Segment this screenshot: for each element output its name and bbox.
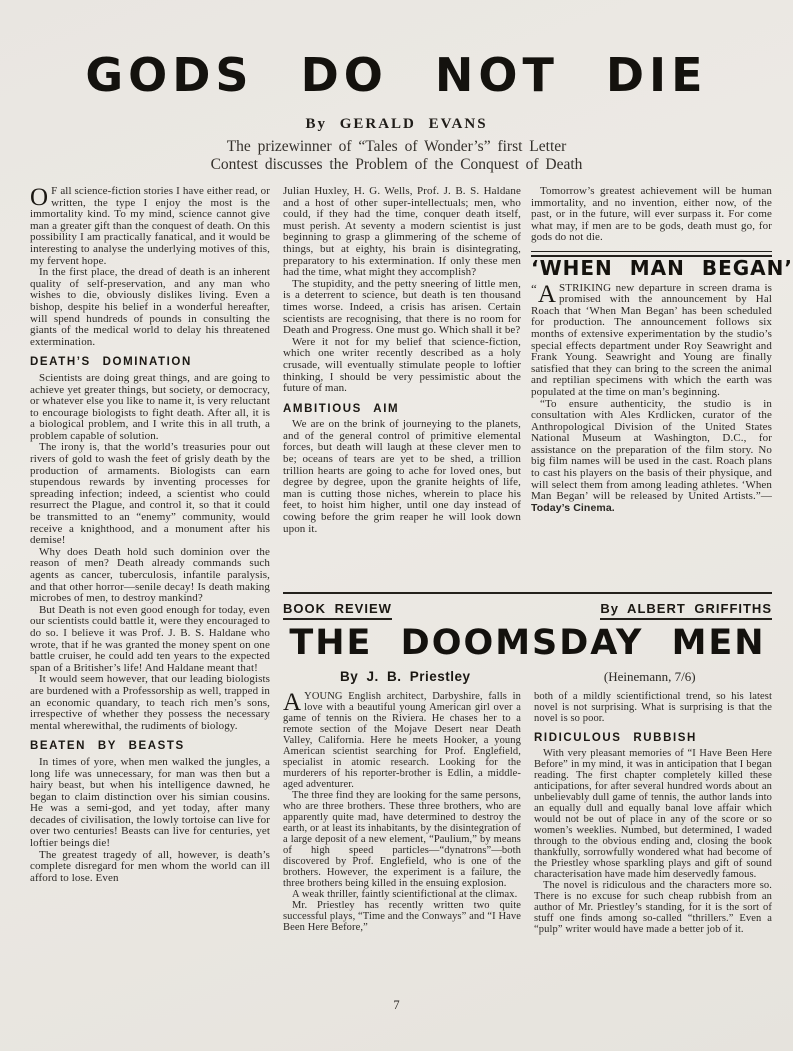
paragraph: Tomorrow’s greatest achievement will be human immortality, and no invention, either now, of the past, or in the future, will ever surpass it. For come what may, if men are to be gods, death must go, for gods do not die. <box>531 185 772 244</box>
paragraph: But Death is not even good enough for today, even our scientists could battle it, were they encouraged to do so. I believe it was Prof. J. B. S. Haldane who wrote, that if he was granted the money spent on one battle cruiser, he could add ten years to the expected span of a Britisher’s life! And Haldane meant that! <box>30 603 270 674</box>
dropcap: A <box>283 689 302 716</box>
page-number: 7 <box>393 998 400 1012</box>
masthead <box>0 50 793 174</box>
article-column-2 <box>283 186 521 535</box>
reviewer-byline: By ALBERT GRIFFITHS <box>600 601 772 620</box>
section-heading-beaten-by-beasts: BEATEN BY BEASTS <box>30 740 185 753</box>
paragraph: We are on the brink of journeying to the planets, and of the general control of primitive elemental forces, but death will laugh at these clever men to be; oceans of tears are yet to be shed, a trillion trillion hearts are going to ache for loved ones, but degree by degree, upon the granite heights of life, man is cutting those niches, wherein to place his feet, to hoist him higher, until one day instead of cowing before the grim reaper he will look down upon it. <box>283 418 521 535</box>
section-divider-rule <box>283 592 772 594</box>
paragraph: AYOUNG English architect, Darbyshire, falls in love with a beautiful young American girl over a game of tennis on the Riviera. He chases her to a remote section of the Mojave Desert near Death Valley, California. Here he meets Hooker, a young American scientist searching for Prof. Englefield, specialist in atomic research. Looking for the murderers of his reporter-brother is Edlin, a middle-aged adventurer. <box>283 689 521 790</box>
paragraph: A weak thriller, faintly scientifictional at the climax. <box>292 889 518 900</box>
article-byline: By GERALD EVANS <box>305 116 488 132</box>
review-column-1 <box>283 691 521 935</box>
book-review-body <box>283 691 772 935</box>
book-review-title: THE DOOMSDAY MEN <box>289 623 766 663</box>
paragraph: O F all science-fiction stories I have either read, or written, the type I enjoy the most is the immortality kind. To my mind, science cannot give man a greater gift than the conquest of death. On this possibility I am practically fanatical, and it would be interesting to analyse the underlying motives of this, my fervent hope. <box>30 184 270 267</box>
article-column-1 <box>30 186 270 884</box>
book-publisher: (Heinemann, 7/6) <box>603 669 696 684</box>
book-review-bylines <box>283 669 772 685</box>
paragraph: Mr. Priestley has recently written two quite successful plays, “Time and the Conways” and “I Have Been Here Before,” <box>283 900 521 933</box>
section-heading-ambitious-aim: AMBITIOUS AIM <box>283 402 400 415</box>
lead-quote: “ <box>531 280 537 296</box>
dropcap: A <box>537 280 557 308</box>
paragraph: It would seem however, that our leading biologists are burdened with a Professorship as well, trapped in an economic quandary, to teach rich men’s sons, irrespective of whether they possess the necessary mental wherewithal, the rudiments of biology. <box>30 673 270 732</box>
section-heading-deaths-domination: DEATH’S DOMINATION <box>30 356 192 369</box>
when-man-began-headline: ‘WHEN MAN BEGAN’ <box>531 255 793 280</box>
review-column-2 <box>534 691 772 935</box>
book-review-header <box>283 601 772 620</box>
source-citation: Today’s Cinema. <box>531 501 615 514</box>
paragraph: Julian Huxley, H. G. Wells, Prof. J. B. S. Haldane and a host of other super-intellectuals; men, who could, if they had the time, conquer death itself, must perish. At seventy a modern scientist is just beginning to grasp a glimmering of the scheme of things, but at eighty, his brain is disintegrating, preparatory to his extermination. If only these men had the time, what might they accomplish? <box>283 185 521 279</box>
paragraph: The greatest tragedy of all, however, is death’s complete disregard for men whom the world can ill afford to lose. Even <box>30 848 270 884</box>
paragraph: The stupidity, and the petty sneering of little men, is a deterrent to science, but death is ten thousand times worse. Indeed, a crisis has arisen. Certain scientists are recognising, that there is no room for Death and Progress. One must go. Which shall it be? <box>283 277 521 337</box>
book-review-kicker: BOOK REVIEW <box>283 601 392 620</box>
paragraph: “To ensure authenticity, the studio is in consultation with Ales Krdlicken, curator of the Anthropological Division of the United States National Museum at Washington, D.C., for assistance on the preparation of the film story. No big film names will be used in the cast. Roach plans to cast his players on the basis of their physique, and will select them from among leading athletes. ‘When Man Began’ will be released by United Artists.”—Today’s Cinema. <box>531 397 772 514</box>
paragraph: In times of yore, when men walked the jungles, a long life was unnecessary, for man was then but a hairy beast, but when his intelligence dawned, he began to claim distinction over his simian cousins. He was a semi-god, and yet today, after many decades of civilisation, the lowly tortoise can live for over two centuries! Beasts can live for centuries, yet loftier beings die! <box>30 755 270 850</box>
article-column-3 <box>531 185 793 514</box>
paragraph: The three find they are looking for the same persons, who are three brothers. These three brothers, who are apparently quite mad, have determined to destroy the earth, or at least its inhabitants, by the disintegration of a large deposit of a new element, “Paulium,” by means of high speed particles—“dynatrons”—both discovered by Prof. Englefield, who is one of the brothers. However, the experiment is a failure, the three brothers being killed in the ensuing explosion. <box>283 790 521 889</box>
book-author: By J. B. Priestley <box>339 669 471 684</box>
dropcap: O <box>30 184 49 211</box>
paragraph: Why does Death hold such dominion over the reason of men? Death already commands such agents as cancer, tuberculosis, infantile paralysis, and that other horror—senile decay! Is death making microbes of men, to destroy mankind? <box>30 545 270 605</box>
paragraph: both of a mildly scientifictional trend, so his latest novel is not surprising. What is surprising is that the novel is so poor. <box>534 691 772 724</box>
paragraph: With very pleasant memories of “I Have Been Here Before” in my mind, it was in anticipation that I began reading. The first chapter completely killed these anticipations, for after several hundred words about an unbelievably dull game of tennis, the author lands into an equally dull and equally banal love affair which would not be out of place in any of the score or so women’s weeklies. Numbed, but determined, I waded through to the obvious ending and, closing the book thankfully, sorrowfully wondered what had become of the Priestley whose sparkling plays and gift of sound characterisation have made him deservedly famous. <box>534 748 772 880</box>
subtitle-line-2: Contest discusses the Problem of the Conquest of Death <box>210 156 583 173</box>
paragraph: The novel is ridiculous and the characters more so. There is no excuse for such cheap rubbish from an author of Mr. Priestley’s standing, for it is the sort of stuff one finds among so-called “thrillers.” Even a “pulp” writer would have made a better job of it. <box>534 880 772 935</box>
paragraph: Were it not for my belief that science-fiction, which one writer recently described as a holy crusade, will eventually stimulate people to loftier thinking, I should be very pessimistic about the future of man. <box>283 335 521 395</box>
article-subtitle <box>0 138 793 174</box>
paragraph: In the first place, the dread of death is an inherent quality of self-preservation, and any man who wishes to die, obviously dislikes living. Even a bishop, despite his belief in a wonderful hereafter, will spend hundreds of pounds in consulting the giants of the medical world to delay his threatened extermination. <box>30 266 270 348</box>
paragraph: Scientists are doing great things, and are going to achieve yet greater things, but society, or democracy, or whatever else you like to name it, is very reluctant to encourage biologists to fight death. After all, it is a biological problem, and I write this in all truth, a problem capable of solution. <box>30 371 270 442</box>
paragraph: “ A STRIKING new departure in screen drama is promised with the announcement by Hal Roach that ‘When Man Began’ has been scheduled for production. The announcement follows six months of extensive experimentation by the studio’s special effects department under Roy Seawright and Frank Young. Seawright and Young are finally satisfied that they can bring to the screen the animal and reptilian specimens with which the earth was populated at the time on man’s beginning. <box>531 280 772 398</box>
section-heading-ridiculous-rubbish: RIDICULOUS RUBBISH <box>534 732 697 744</box>
page-title: GODS DO NOT DIE <box>85 48 708 102</box>
paragraph: The irony is, that the world’s treasuries pour out rivers of gold to wash the feet of grisly death by the production of armaments. Biologists can earn stupendous rewards by inventing processes for spreading infection; indeed, a scientist who could resurrect the Plague, and control it, so that it could be transmitted to an “enemy” community, would receive a knighthood, and a monument after his demise! <box>30 441 270 547</box>
subtitle-line-1: The prizewinner of “Tales of Wonder’s” first Letter <box>226 138 567 155</box>
